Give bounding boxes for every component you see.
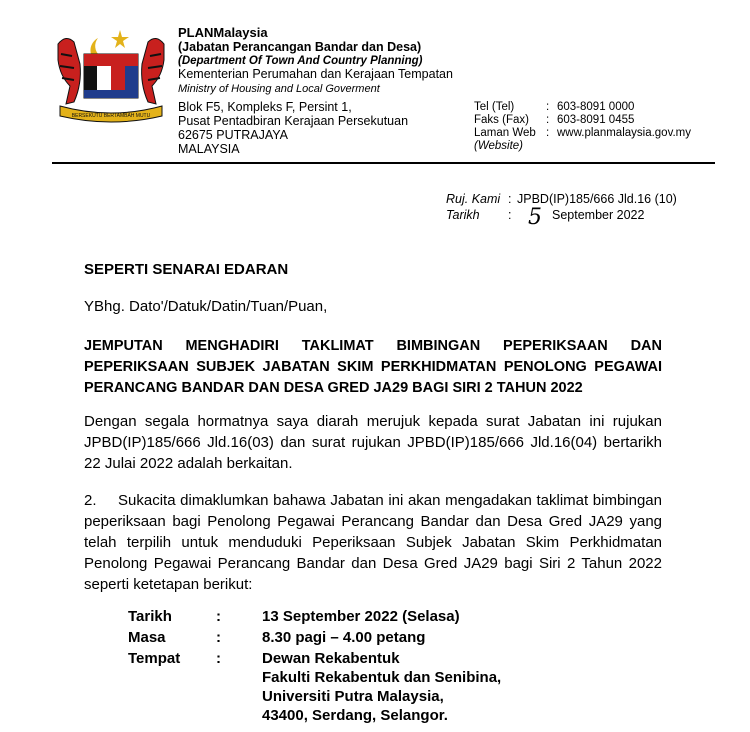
recipient: SEPERTI SENARAI EDARAN xyxy=(84,261,289,278)
address-line: MALAYSIA xyxy=(178,142,240,156)
salutation: YBhg. Dato'/Datuk/Datin/Tuan/Puan, xyxy=(84,298,328,315)
detail-value-date: 13 September 2022 (Selasa) xyxy=(262,608,460,625)
detail-sep: : xyxy=(216,629,221,646)
subject-line: JEMPUTAN MENGHADIRI TAKLIMAT BIMBINGAN PEPERIKSAAN DAN xyxy=(84,338,662,354)
paragraph-2-number: 2. xyxy=(84,492,97,509)
subject-line: PEPERIKSAAN SUBJEK JABATAN SKIM PERKHIDMATAN PENOLONG PEGAWAI xyxy=(84,359,662,375)
address-line: Pusat Pentadbiran Kerajaan Persekutuan xyxy=(178,114,409,128)
date-sep: : xyxy=(508,208,512,222)
date-value: September 2022 xyxy=(552,208,645,222)
detail-value-venue: Dewan Rekabentuk xyxy=(262,650,400,667)
org-name-english: (Department Of Town And Country Planning) xyxy=(178,55,423,67)
detail-sep: : xyxy=(216,608,221,625)
svg-text:BERSEKUTU BERTAMBAH MUTU: BERSEKUTU BERTAMBAH MUTU xyxy=(71,113,151,119)
website-link[interactable]: www.planmalaysia.gov.my xyxy=(557,127,692,139)
contact-sep: : xyxy=(546,114,550,126)
detail-label-venue: Tempat xyxy=(128,650,181,667)
detail-value-venue: Universiti Putra Malaysia, xyxy=(262,688,444,705)
contact-sep: : xyxy=(546,127,550,139)
ref-sep: : xyxy=(508,192,512,206)
date-label: Tarikh xyxy=(446,208,480,222)
contact-value: 603-8091 0455 xyxy=(557,114,635,126)
detail-sep: : xyxy=(216,650,221,667)
detail-label-time: Masa xyxy=(128,629,166,646)
contact-label: Laman Web xyxy=(474,127,536,139)
handwritten-day: 5 xyxy=(528,205,542,230)
contact-label: Faks (Fax) xyxy=(474,114,529,126)
contact-sep: : xyxy=(546,101,550,113)
header-divider xyxy=(52,162,715,164)
detail-value-time: 8.30 pagi – 4.00 petang xyxy=(262,629,426,646)
address-line: Blok F5, Kompleks F, Persint 1, xyxy=(178,100,352,114)
paragraph-2: Sukacita dimaklumkan bahawa Jabatan ini akan mengadakan taklimat bimbingan peperiksaan bagi Penolong Pegawai Perancang Bandar dan Desa Gred JA29 yang telah terpilih untuk menduduki Peperiksaan Subjek Jabatan Skim Perkhidmatan Penolong Pegawai Perancang Bandar dan Desa Gred JA29 bagi Siri 2 Tahun 2022 seperti ketetapan berikut: xyxy=(84,492,662,593)
paragraph-1: Dengan segala hormatnya saya diarah merujuk kepada surat Jabatan ini rujukan JPBD(IP)185/666 Jld.16(03) dan surat rujukan JPBD(IP)185/666 Jld.16(04) bertarikh 22 Julai 2022 adalah berkaitan. xyxy=(84,413,662,472)
ref-label: Ruj. Kami xyxy=(446,192,501,206)
detail-value-venue: 43400, Serdang, Selangor. xyxy=(262,707,448,724)
address-line: 62675 PUTRAJAYA xyxy=(178,128,289,142)
org-name: PLANMalaysia xyxy=(178,25,268,40)
detail-label-date: Tarikh xyxy=(128,608,172,625)
government-crest-logo xyxy=(52,24,170,124)
ref-number: JPBD(IP)185/666 Jld.16 (10) xyxy=(517,192,677,206)
ministry-name-english: Ministry of Housing and Local Goverment xyxy=(178,83,380,95)
subject-line: PERANCANG BANDAR DAN DESA GRED JA29 BAGI SIRI 2 TAHUN 2022 xyxy=(84,380,583,396)
contact-label: (Website) xyxy=(474,140,523,152)
org-name-malay: (Jabatan Perancangan Bandar dan Desa) xyxy=(178,40,422,54)
ministry-name: Kementerian Perumahan dan Kerajaan Tempatan xyxy=(178,67,453,81)
detail-value-venue: Fakulti Rekabentuk dan Senibina, xyxy=(262,669,502,686)
contact-label: Tel (Tel) xyxy=(474,101,515,113)
contact-value: 603-8091 0000 xyxy=(557,101,635,113)
